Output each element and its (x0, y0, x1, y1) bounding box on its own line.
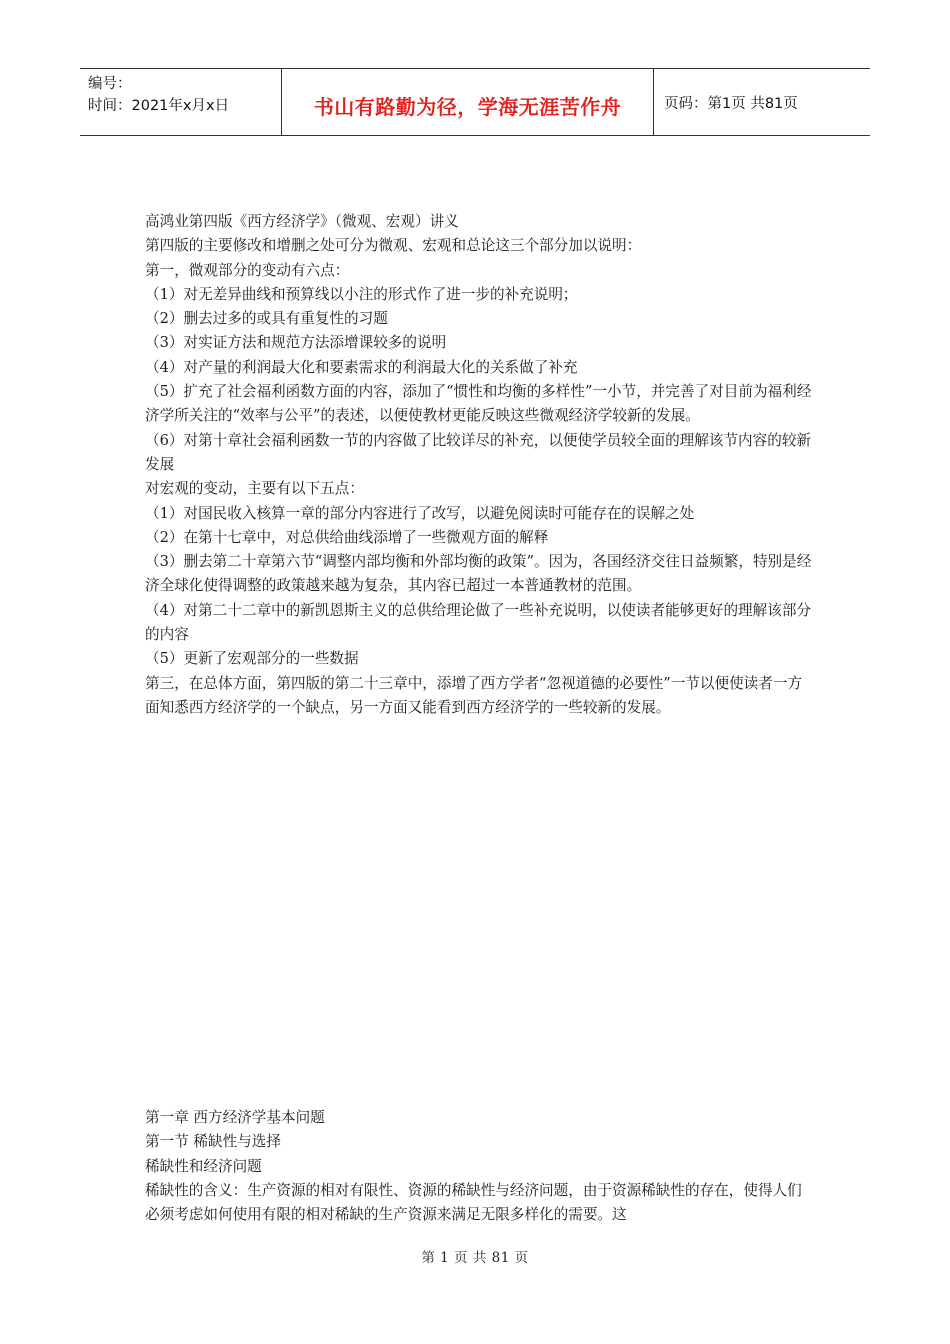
main-content (145, 210, 815, 720)
paragraph: （2）删去过多的或具有重复性的习题 (145, 310, 388, 328)
paragraph: （5）扩充了社会福利函数方面的内容，添加了“惯性和均衡的多样性”一小节，并完善了对目前为福利经济学所关注的“效率与公平”的表述，以便使教材更能反映这些微观经济学较新的发展。 (145, 383, 812, 425)
header-page-number: 页码：第1页 共81页 (664, 95, 798, 112)
chapter-heading: 第一章 西方经济学基本问题 (145, 1109, 325, 1126)
paragraph: （5）更新了宏观部分的一些数据 (145, 650, 359, 668)
paragraph: （1）对无差异曲线和预算线以小注的形式作了进一步的补充说明； (145, 285, 578, 303)
paragraph: （1）对国民收入核算一章的部分内容进行了改写，以避免阅读时可能存在的误解之处 (145, 504, 695, 522)
doc-title: 高鸿业第四版《西方经济学》（微观、宏观）讲义 (145, 213, 459, 230)
paragraph: （2）在第十七章中，对总供给曲线添增了一些微观方面的解释 (145, 528, 549, 546)
section-heading: 第一节 稀缺性与选择 (145, 1133, 281, 1151)
chapter-content (145, 1106, 815, 1227)
page-header (80, 68, 870, 136)
paragraph: （3）对实证方法和规范方法添增课较多的说明 (145, 334, 447, 352)
paragraph: （4）对产量的利润最大化和要素需求的利润最大化的关系做了补充 (145, 358, 578, 376)
paragraph: 第四版的主要修改和增删之处可分为微观、宏观和总论这三个部分加以说明： (145, 237, 642, 255)
paragraph: 第一，微观部分的变动有六点： (145, 261, 350, 279)
header-meta (80, 69, 281, 135)
paragraph: （3）删去第二十章第六节“调整内部均衡和外部均衡的政策”。因为，各国经济交往日益频繁，特别是经济全球化使得调整的政策越来越为复杂，其内容已超过一本普通教材的范围。 (145, 553, 812, 595)
paragraph: （6）对第十章社会福利函数一节的内容做了比较详尽的补充，以便使学员较全面的理解该节内容的较新发展 (145, 431, 812, 473)
paragraph: 稀缺性的含义：生产资源的相对有限性、资源的稀缺性与经济问题，由于资源稀缺性的存在，使得人们必须考虑如何使用有限的相对稀缺的生产资源来满足无限多样化的需要。这 (145, 1181, 802, 1224)
page-footer: 第 1 页 共 81 页 (421, 1250, 529, 1266)
subsection-heading: 稀缺性和经济问题 (145, 1157, 262, 1175)
document-number: 编号： (88, 76, 132, 92)
paragraph: 对宏观的变动，主要有以下五点： (145, 480, 364, 498)
header-motto: 书山有路勤为径，学海无涯苦作舟 (281, 69, 654, 135)
document-date: 时间：2021年x月x日 (88, 98, 230, 114)
paragraph: 第三，在总体方面，第四版的第二十三章中，添增了西方学者“忽视道德的必要性”一节以便使读者一方面知悉西方经济学的一个缺点，另一方面又能看到西方经济学的一些较新的发展。 (145, 674, 803, 716)
paragraph: （4）对第二十二章中的新凯恩斯主义的总供给理论做了一些补充说明，以使读者能够更好的理解该部分的内容 (145, 601, 812, 644)
